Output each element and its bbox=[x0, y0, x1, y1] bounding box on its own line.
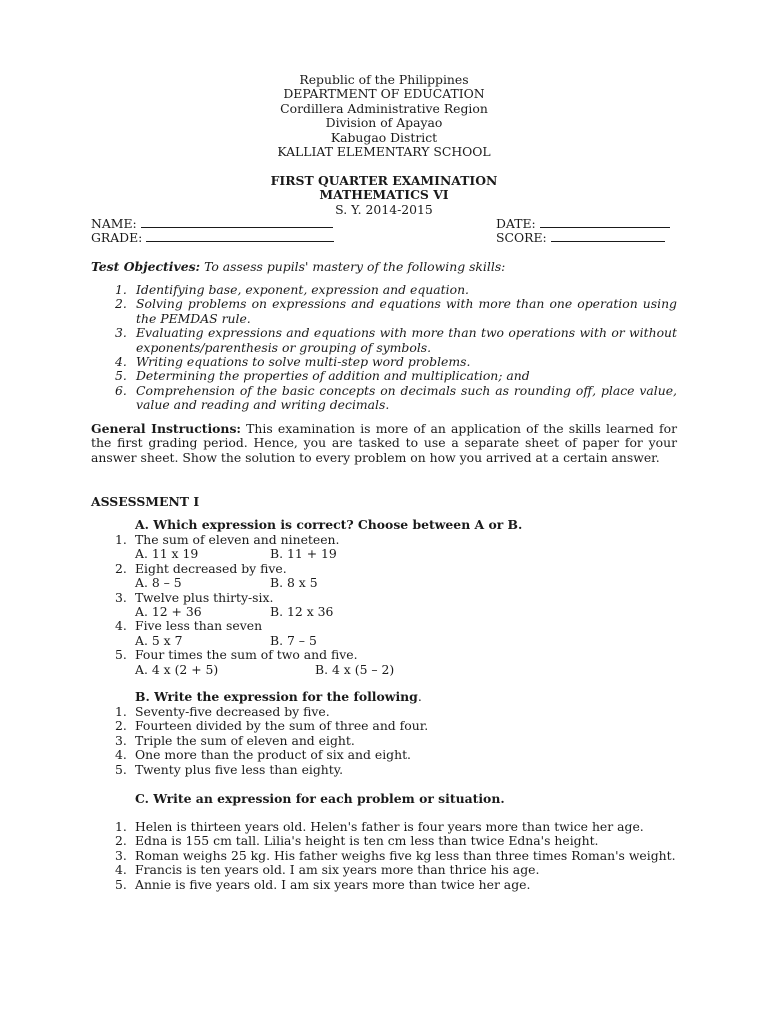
list-item: 3. Triple the sum of eleven and eight. bbox=[115, 732, 355, 748]
header-line-division: Division of Apayao bbox=[325, 115, 443, 131]
choice-row bbox=[91, 547, 677, 561]
part-b-heading-row bbox=[135, 690, 422, 704]
header-line-region: Cordillera Administrative Region bbox=[280, 100, 488, 116]
list-item: 5. Annie is five years old. I am six years more than twice her age. bbox=[115, 876, 531, 892]
objectives-intro-text: To assess pupils' mastery of the following skills: bbox=[200, 259, 506, 274]
score-blank-line[interactable] bbox=[551, 231, 665, 242]
header-line-district: Kabugao District bbox=[330, 129, 438, 145]
part-c-list bbox=[91, 820, 677, 892]
choice-row bbox=[91, 663, 677, 677]
part-c-heading: C. Write an expression for each problem or situation. bbox=[135, 791, 505, 806]
list-item: 2. Edna is 155 cm tall. Lilia's height is ten cm less than twice Edna's height. bbox=[115, 833, 599, 849]
choice-b: B. 12 x 36 bbox=[270, 604, 334, 619]
list-item: 5. Twenty plus five less than eighty. bbox=[115, 761, 344, 777]
objectives-intro bbox=[91, 260, 677, 274]
list-item: 5. Four times the sum of two and five. bbox=[115, 647, 358, 663]
instructions-label: General Instructions: bbox=[91, 421, 241, 436]
header-line-school: KALLIAT ELEMENTARY SCHOOL bbox=[277, 143, 491, 159]
list-item: 3. Roman weighs 25 kg. His father weighs five kg less than three times Roman's weight. bbox=[115, 847, 676, 863]
list-item: 1. Helen is thirteen years old. Helen's father is four years more than twice her age. bbox=[115, 819, 644, 834]
school-year: S. Y. 2014-2015 bbox=[335, 201, 433, 217]
list-item: 1. Seventy-five decreased by five. bbox=[115, 704, 330, 719]
objectives-label: Test Objectives: bbox=[91, 259, 201, 274]
objective-item: 4. Writing equations to solve multi-step word problems. bbox=[115, 354, 471, 370]
choice-a: A. 11 x 19 bbox=[135, 546, 199, 562]
choice-b: B. 8 x 5 bbox=[270, 575, 318, 591]
grade-label: GRADE: bbox=[91, 230, 143, 245]
objective-item: 1. Identifying base, exponent, expression and equation. bbox=[115, 282, 469, 297]
school-header bbox=[0, 73, 768, 159]
list-item: 4. One more than the product of six and eight. bbox=[115, 747, 411, 763]
list-item: 4. Five less than seven bbox=[115, 618, 263, 634]
choice-row bbox=[91, 576, 677, 590]
date-label: DATE: bbox=[496, 216, 536, 231]
exam-title: FIRST QUARTER EXAMINATION bbox=[270, 173, 498, 188]
score-label: SCORE: bbox=[496, 230, 547, 245]
part-b-heading-period: . bbox=[417, 689, 422, 704]
choice-a: A. 5 x 7 bbox=[135, 632, 183, 648]
header-line-department: DEPARTMENT OF EDUCATION bbox=[283, 86, 485, 102]
objective-item: 2. Solving problems on expressions and equations with more than one operation using the PEMDAS rule. bbox=[115, 296, 677, 326]
objective-item: 6. Comprehension of the basic concepts on decimals such as rounding off, place value, value and reading and writing decimals. bbox=[115, 382, 677, 413]
exam-subject: MATHEMATICS VI bbox=[319, 187, 449, 203]
objective-item: 5. Determining the properties of addition and multiplication; and bbox=[115, 368, 530, 384]
choice-a: A. 4 x (2 + 5) bbox=[135, 661, 219, 677]
grade-field[interactable] bbox=[91, 231, 334, 245]
list-item: 1. The sum of eleven and nineteen. bbox=[115, 532, 340, 547]
exam-title-block bbox=[0, 174, 768, 217]
choice-b: B. 11 + 19 bbox=[270, 546, 337, 562]
choice-row bbox=[91, 605, 677, 619]
objectives-list bbox=[91, 283, 677, 413]
assessment-title: ASSESSMENT I bbox=[91, 494, 200, 509]
objective-item: 3. Evaluating expressions and equations with more than two operations with or without exponents/parenthesis or grouping of symbols. bbox=[115, 325, 677, 355]
grade-blank-line[interactable] bbox=[146, 231, 334, 242]
choice-b: B. 7 – 5 bbox=[270, 632, 317, 648]
general-instructions bbox=[91, 422, 677, 465]
score-field[interactable] bbox=[496, 231, 665, 245]
list-item: 4. Francis is ten years old. I am six years more than thrice his age. bbox=[115, 862, 540, 878]
list-item: 3. Twelve plus thirty-six. bbox=[115, 589, 274, 605]
list-item: 2. Eight decreased by five. bbox=[115, 560, 287, 576]
choice-a: A. 12 + 36 bbox=[135, 604, 202, 619]
choice-a: A. 8 – 5 bbox=[135, 575, 182, 591]
header-line-republic: Republic of the Philippines bbox=[299, 72, 469, 87]
instructions-text: This examination is more of an application of the skills learned for the first grading period. Hence, you are tasked to use a separate sheet of paper for your answer sheet. Show the solution to every problem on how you arrived at a certain answer. bbox=[91, 421, 677, 465]
part-a-list bbox=[91, 533, 677, 677]
choice-b: B. 4 x (5 – 2) bbox=[315, 661, 395, 677]
name-blank-line[interactable] bbox=[141, 217, 333, 228]
name-label: NAME: bbox=[91, 216, 137, 231]
choice-row bbox=[91, 634, 677, 648]
part-b-heading: B. Write the expression for the following bbox=[135, 689, 418, 704]
date-blank-line[interactable] bbox=[540, 217, 670, 228]
list-item: 2. Fourteen divided by the sum of three and four. bbox=[115, 718, 429, 734]
part-b-list bbox=[91, 705, 677, 777]
part-a-heading: A. Which expression is correct? Choose between A or B. bbox=[135, 517, 523, 532]
